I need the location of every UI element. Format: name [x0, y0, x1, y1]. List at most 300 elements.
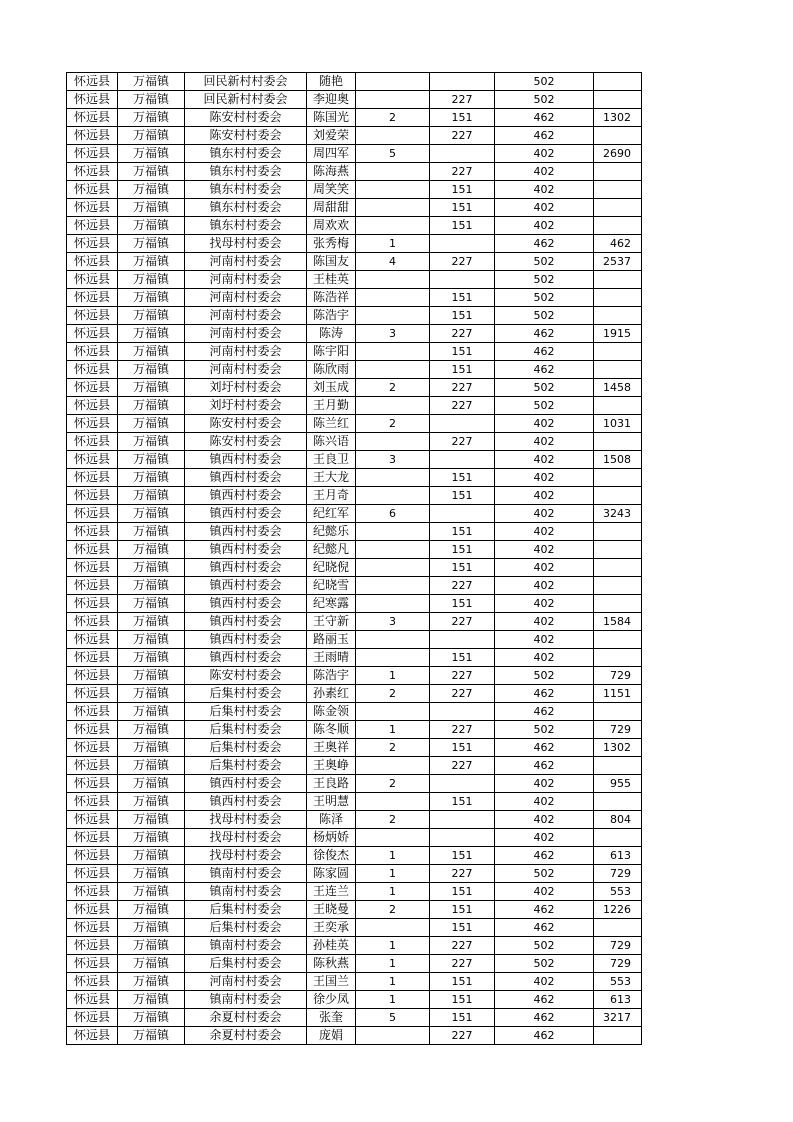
- village-committee-cell: 河南村村委会: [185, 253, 307, 271]
- county-cell: 怀远县: [67, 955, 118, 973]
- total-cell: [594, 433, 642, 451]
- table-row: [67, 541, 642, 559]
- total-cell: [594, 397, 642, 415]
- county-cell: 怀远县: [67, 1009, 118, 1027]
- household-count-cell: 5: [356, 1009, 430, 1027]
- table-row: [67, 307, 642, 325]
- value-b-cell: 502: [495, 307, 594, 325]
- table-row: [67, 559, 642, 577]
- name-cell: 陈兰红: [307, 415, 356, 433]
- value-a-cell: 151: [430, 973, 495, 991]
- table-row: [67, 325, 642, 343]
- table-row: [67, 613, 642, 631]
- table-row: [67, 181, 642, 199]
- household-count-cell: [356, 127, 430, 145]
- total-cell: 955: [594, 775, 642, 793]
- town-cell: 万福镇: [118, 433, 185, 451]
- total-cell: 804: [594, 811, 642, 829]
- village-committee-cell: 河南村村委会: [185, 973, 307, 991]
- value-a-cell: 227: [430, 397, 495, 415]
- village-committee-cell: 镇西村村委会: [185, 649, 307, 667]
- total-cell: 553: [594, 883, 642, 901]
- town-cell: 万福镇: [118, 181, 185, 199]
- household-count-cell: 1: [356, 865, 430, 883]
- village-committee-cell: 后集村村委会: [185, 919, 307, 937]
- county-cell: 怀远县: [67, 757, 118, 775]
- town-cell: 万福镇: [118, 793, 185, 811]
- name-cell: 王晓曼: [307, 901, 356, 919]
- table-row: [67, 73, 642, 91]
- county-cell: 怀远县: [67, 109, 118, 127]
- total-cell: 1915: [594, 325, 642, 343]
- value-a-cell: [430, 703, 495, 721]
- table-row: [67, 199, 642, 217]
- value-a-cell: 151: [430, 361, 495, 379]
- household-count-cell: [356, 577, 430, 595]
- value-b-cell: 462: [495, 325, 594, 343]
- value-b-cell: 402: [495, 145, 594, 163]
- town-cell: 万福镇: [118, 289, 185, 307]
- value-a-cell: 227: [430, 685, 495, 703]
- total-cell: [594, 793, 642, 811]
- village-committee-cell: 镇南村村委会: [185, 937, 307, 955]
- table-row: [67, 865, 642, 883]
- total-cell: 1151: [594, 685, 642, 703]
- value-b-cell: 502: [495, 865, 594, 883]
- town-cell: 万福镇: [118, 703, 185, 721]
- table-row: [67, 271, 642, 289]
- name-cell: 陈家圆: [307, 865, 356, 883]
- total-cell: [594, 271, 642, 289]
- total-cell: 729: [594, 667, 642, 685]
- county-cell: 怀远县: [67, 541, 118, 559]
- county-cell: 怀远县: [67, 325, 118, 343]
- county-cell: 怀远县: [67, 577, 118, 595]
- table-row: [67, 433, 642, 451]
- county-cell: 怀远县: [67, 361, 118, 379]
- value-a-cell: [430, 73, 495, 91]
- total-cell: [594, 199, 642, 217]
- household-count-cell: [356, 829, 430, 847]
- name-cell: 孙素红: [307, 685, 356, 703]
- village-committee-cell: 后集村村委会: [185, 757, 307, 775]
- value-a-cell: [430, 415, 495, 433]
- total-cell: 3243: [594, 505, 642, 523]
- name-cell: 纪懿凡: [307, 541, 356, 559]
- village-committee-cell: 陈安村村委会: [185, 109, 307, 127]
- household-count-cell: 2: [356, 415, 430, 433]
- value-b-cell: 502: [495, 271, 594, 289]
- name-cell: 王国兰: [307, 973, 356, 991]
- value-b-cell: 462: [495, 991, 594, 1009]
- table-row: [67, 973, 642, 991]
- town-cell: 万福镇: [118, 811, 185, 829]
- name-cell: 周四军: [307, 145, 356, 163]
- town-cell: 万福镇: [118, 847, 185, 865]
- value-a-cell: 151: [430, 217, 495, 235]
- town-cell: 万福镇: [118, 739, 185, 757]
- household-count-cell: 2: [356, 811, 430, 829]
- total-cell: [594, 217, 642, 235]
- table-row: [67, 883, 642, 901]
- village-committee-cell: 镇西村村委会: [185, 505, 307, 523]
- table-row: [67, 145, 642, 163]
- county-cell: 怀远县: [67, 433, 118, 451]
- value-b-cell: 402: [495, 163, 594, 181]
- value-a-cell: 227: [430, 613, 495, 631]
- household-count-cell: [356, 1027, 430, 1045]
- table-row: [67, 1027, 642, 1045]
- total-cell: 2690: [594, 145, 642, 163]
- village-committee-cell: 刘圩村村委会: [185, 397, 307, 415]
- value-a-cell: 151: [430, 541, 495, 559]
- village-committee-cell: 找母村村委会: [185, 811, 307, 829]
- name-cell: 纪寒露: [307, 595, 356, 613]
- village-committee-cell: 后集村村委会: [185, 739, 307, 757]
- household-count-cell: 2: [356, 901, 430, 919]
- table-row: [67, 163, 642, 181]
- value-a-cell: [430, 829, 495, 847]
- town-cell: 万福镇: [118, 109, 185, 127]
- household-count-cell: [356, 649, 430, 667]
- household-count-cell: [356, 397, 430, 415]
- value-a-cell: 151: [430, 487, 495, 505]
- county-cell: 怀远县: [67, 631, 118, 649]
- value-a-cell: 227: [430, 163, 495, 181]
- value-b-cell: 462: [495, 1009, 594, 1027]
- value-a-cell: 151: [430, 199, 495, 217]
- value-a-cell: 227: [430, 1027, 495, 1045]
- household-count-cell: [356, 199, 430, 217]
- value-a-cell: [430, 775, 495, 793]
- table-row: [67, 667, 642, 685]
- value-a-cell: [430, 631, 495, 649]
- county-cell: 怀远县: [67, 721, 118, 739]
- total-cell: [594, 595, 642, 613]
- household-count-cell: 5: [356, 145, 430, 163]
- county-cell: 怀远县: [67, 163, 118, 181]
- town-cell: 万福镇: [118, 379, 185, 397]
- value-b-cell: 502: [495, 937, 594, 955]
- town-cell: 万福镇: [118, 127, 185, 145]
- household-count-cell: [356, 919, 430, 937]
- table-row: [67, 91, 642, 109]
- value-a-cell: [430, 145, 495, 163]
- town-cell: 万福镇: [118, 271, 185, 289]
- name-cell: 纪懿乐: [307, 523, 356, 541]
- value-b-cell: 502: [495, 379, 594, 397]
- household-count-cell: [356, 631, 430, 649]
- total-cell: [594, 703, 642, 721]
- value-a-cell: 227: [430, 865, 495, 883]
- household-count-cell: 2: [356, 685, 430, 703]
- village-committee-cell: 镇东村村委会: [185, 217, 307, 235]
- village-committee-cell: 镇西村村委会: [185, 451, 307, 469]
- county-cell: 怀远县: [67, 181, 118, 199]
- name-cell: 陈国友: [307, 253, 356, 271]
- table-row: [67, 991, 642, 1009]
- town-cell: 万福镇: [118, 523, 185, 541]
- county-cell: 怀远县: [67, 919, 118, 937]
- name-cell: 陈欣雨: [307, 361, 356, 379]
- name-cell: 周甜甜: [307, 199, 356, 217]
- village-committee-cell: 镇西村村委会: [185, 523, 307, 541]
- name-cell: 王月勤: [307, 397, 356, 415]
- value-b-cell: 462: [495, 847, 594, 865]
- value-b-cell: 502: [495, 73, 594, 91]
- total-cell: 729: [594, 721, 642, 739]
- value-b-cell: 402: [495, 793, 594, 811]
- table-row: [67, 289, 642, 307]
- village-committee-cell: 镇西村村委会: [185, 577, 307, 595]
- table-row: [67, 739, 642, 757]
- county-cell: 怀远县: [67, 793, 118, 811]
- name-cell: 陈金领: [307, 703, 356, 721]
- household-count-cell: [356, 469, 430, 487]
- household-count-cell: 1: [356, 973, 430, 991]
- household-count-cell: [356, 73, 430, 91]
- value-b-cell: 502: [495, 955, 594, 973]
- value-b-cell: 502: [495, 289, 594, 307]
- town-cell: 万福镇: [118, 469, 185, 487]
- household-count-cell: [356, 271, 430, 289]
- village-committee-cell: 镇南村村委会: [185, 865, 307, 883]
- household-count-cell: [356, 163, 430, 181]
- village-committee-cell: 河南村村委会: [185, 307, 307, 325]
- household-count-cell: 1: [356, 847, 430, 865]
- name-cell: 陈兴语: [307, 433, 356, 451]
- total-cell: [594, 487, 642, 505]
- household-count-cell: [356, 487, 430, 505]
- value-b-cell: 402: [495, 433, 594, 451]
- town-cell: 万福镇: [118, 685, 185, 703]
- county-cell: 怀远县: [67, 217, 118, 235]
- name-cell: 王雨晴: [307, 649, 356, 667]
- county-cell: 怀远县: [67, 289, 118, 307]
- total-cell: [594, 289, 642, 307]
- county-cell: 怀远县: [67, 775, 118, 793]
- village-committee-cell: 陈安村村委会: [185, 415, 307, 433]
- town-cell: 万福镇: [118, 343, 185, 361]
- village-committee-cell: 镇西村村委会: [185, 541, 307, 559]
- name-cell: 陈浩宇: [307, 667, 356, 685]
- value-b-cell: 462: [495, 235, 594, 253]
- town-cell: 万福镇: [118, 883, 185, 901]
- town-cell: 万福镇: [118, 865, 185, 883]
- value-a-cell: 151: [430, 181, 495, 199]
- value-b-cell: 402: [495, 199, 594, 217]
- value-a-cell: 151: [430, 1009, 495, 1027]
- total-cell: [594, 649, 642, 667]
- total-cell: [594, 559, 642, 577]
- name-cell: 陈浩祥: [307, 289, 356, 307]
- town-cell: 万福镇: [118, 631, 185, 649]
- town-cell: 万福镇: [118, 451, 185, 469]
- village-committee-cell: 镇西村村委会: [185, 631, 307, 649]
- total-cell: 553: [594, 973, 642, 991]
- value-b-cell: 402: [495, 181, 594, 199]
- village-committee-cell: 镇西村村委会: [185, 793, 307, 811]
- town-cell: 万福镇: [118, 361, 185, 379]
- village-committee-cell: 后集村村委会: [185, 685, 307, 703]
- town-cell: 万福镇: [118, 325, 185, 343]
- name-cell: 陈秋燕: [307, 955, 356, 973]
- total-cell: 1508: [594, 451, 642, 469]
- county-cell: 怀远县: [67, 145, 118, 163]
- town-cell: 万福镇: [118, 235, 185, 253]
- village-committee-cell: 刘圩村村委会: [185, 379, 307, 397]
- household-count-cell: 2: [356, 379, 430, 397]
- county-cell: 怀远县: [67, 379, 118, 397]
- name-cell: 纪晓倪: [307, 559, 356, 577]
- household-count-cell: 1: [356, 667, 430, 685]
- value-a-cell: [430, 811, 495, 829]
- village-committee-cell: 镇西村村委会: [185, 487, 307, 505]
- value-a-cell: 151: [430, 901, 495, 919]
- household-count-cell: [356, 793, 430, 811]
- county-cell: 怀远县: [67, 847, 118, 865]
- name-cell: 张秀梅: [307, 235, 356, 253]
- county-cell: 怀远县: [67, 973, 118, 991]
- town-cell: 万福镇: [118, 901, 185, 919]
- value-a-cell: 151: [430, 343, 495, 361]
- village-committee-cell: 回民新村村委会: [185, 91, 307, 109]
- table-row: [67, 397, 642, 415]
- value-a-cell: 227: [430, 253, 495, 271]
- village-committee-cell: 陈安村村委会: [185, 667, 307, 685]
- county-cell: 怀远县: [67, 937, 118, 955]
- total-cell: 729: [594, 865, 642, 883]
- name-cell: 徐俊杰: [307, 847, 356, 865]
- household-count-cell: 1: [356, 883, 430, 901]
- town-cell: 万福镇: [118, 1027, 185, 1045]
- value-b-cell: 402: [495, 541, 594, 559]
- county-cell: 怀远县: [67, 91, 118, 109]
- table-row: [67, 577, 642, 595]
- value-a-cell: [430, 235, 495, 253]
- town-cell: 万福镇: [118, 757, 185, 775]
- village-committee-cell: 镇东村村委会: [185, 163, 307, 181]
- table-body: [67, 73, 642, 1045]
- value-a-cell: [430, 271, 495, 289]
- table-row: [67, 595, 642, 613]
- value-a-cell: 227: [430, 667, 495, 685]
- county-cell: 怀远县: [67, 253, 118, 271]
- name-cell: 张奎: [307, 1009, 356, 1027]
- value-b-cell: 462: [495, 109, 594, 127]
- value-b-cell: 402: [495, 631, 594, 649]
- county-cell: 怀远县: [67, 667, 118, 685]
- value-b-cell: 402: [495, 811, 594, 829]
- household-count-cell: [356, 433, 430, 451]
- town-cell: 万福镇: [118, 505, 185, 523]
- county-cell: 怀远县: [67, 73, 118, 91]
- total-cell: [594, 757, 642, 775]
- village-committee-cell: 回民新村村委会: [185, 73, 307, 91]
- table-row: [67, 379, 642, 397]
- value-a-cell: 227: [430, 325, 495, 343]
- total-cell: 1458: [594, 379, 642, 397]
- value-a-cell: 227: [430, 577, 495, 595]
- total-cell: 1226: [594, 901, 642, 919]
- name-cell: 王明慧: [307, 793, 356, 811]
- village-committee-cell: 河南村村委会: [185, 289, 307, 307]
- town-cell: 万福镇: [118, 955, 185, 973]
- total-cell: 2537: [594, 253, 642, 271]
- household-count-cell: [356, 91, 430, 109]
- table-row: [67, 217, 642, 235]
- town-cell: 万福镇: [118, 73, 185, 91]
- value-a-cell: [430, 505, 495, 523]
- village-committee-cell: 河南村村委会: [185, 325, 307, 343]
- town-cell: 万福镇: [118, 577, 185, 595]
- value-b-cell: 402: [495, 487, 594, 505]
- value-a-cell: 227: [430, 757, 495, 775]
- value-a-cell: 227: [430, 937, 495, 955]
- village-committee-cell: 找母村村委会: [185, 847, 307, 865]
- table-row: [67, 469, 642, 487]
- value-b-cell: 462: [495, 685, 594, 703]
- household-count-cell: [356, 181, 430, 199]
- total-cell: 1302: [594, 739, 642, 757]
- village-committee-cell: 余夏村村委会: [185, 1009, 307, 1027]
- household-count-cell: [356, 217, 430, 235]
- table-row: [67, 811, 642, 829]
- table-row: [67, 703, 642, 721]
- county-cell: 怀远县: [67, 1027, 118, 1045]
- county-cell: 怀远县: [67, 703, 118, 721]
- village-committee-cell: 镇东村村委会: [185, 199, 307, 217]
- town-cell: 万福镇: [118, 829, 185, 847]
- value-a-cell: 151: [430, 559, 495, 577]
- household-count-cell: 1: [356, 721, 430, 739]
- value-b-cell: 462: [495, 703, 594, 721]
- total-cell: [594, 73, 642, 91]
- town-cell: 万福镇: [118, 973, 185, 991]
- county-cell: 怀远县: [67, 343, 118, 361]
- value-b-cell: 462: [495, 739, 594, 757]
- value-a-cell: 151: [430, 919, 495, 937]
- total-cell: 3217: [594, 1009, 642, 1027]
- name-cell: 陈泽: [307, 811, 356, 829]
- county-cell: 怀远县: [67, 451, 118, 469]
- total-cell: 1031: [594, 415, 642, 433]
- table-row: [67, 685, 642, 703]
- total-cell: [594, 181, 642, 199]
- table-row: [67, 127, 642, 145]
- village-committee-cell: 余夏村村委会: [185, 1027, 307, 1045]
- total-cell: 462: [594, 235, 642, 253]
- county-cell: 怀远县: [67, 307, 118, 325]
- county-cell: 怀远县: [67, 487, 118, 505]
- village-committee-cell: 镇西村村委会: [185, 775, 307, 793]
- name-cell: 陈海燕: [307, 163, 356, 181]
- total-cell: 1584: [594, 613, 642, 631]
- table-row: [67, 451, 642, 469]
- village-committee-cell: 后集村村委会: [185, 721, 307, 739]
- value-b-cell: 402: [495, 883, 594, 901]
- total-cell: [594, 919, 642, 937]
- value-a-cell: 151: [430, 793, 495, 811]
- total-cell: [594, 469, 642, 487]
- household-count-cell: [356, 757, 430, 775]
- total-cell: [594, 523, 642, 541]
- value-b-cell: 402: [495, 973, 594, 991]
- town-cell: 万福镇: [118, 307, 185, 325]
- value-b-cell: 402: [495, 577, 594, 595]
- total-cell: [594, 163, 642, 181]
- value-b-cell: 502: [495, 253, 594, 271]
